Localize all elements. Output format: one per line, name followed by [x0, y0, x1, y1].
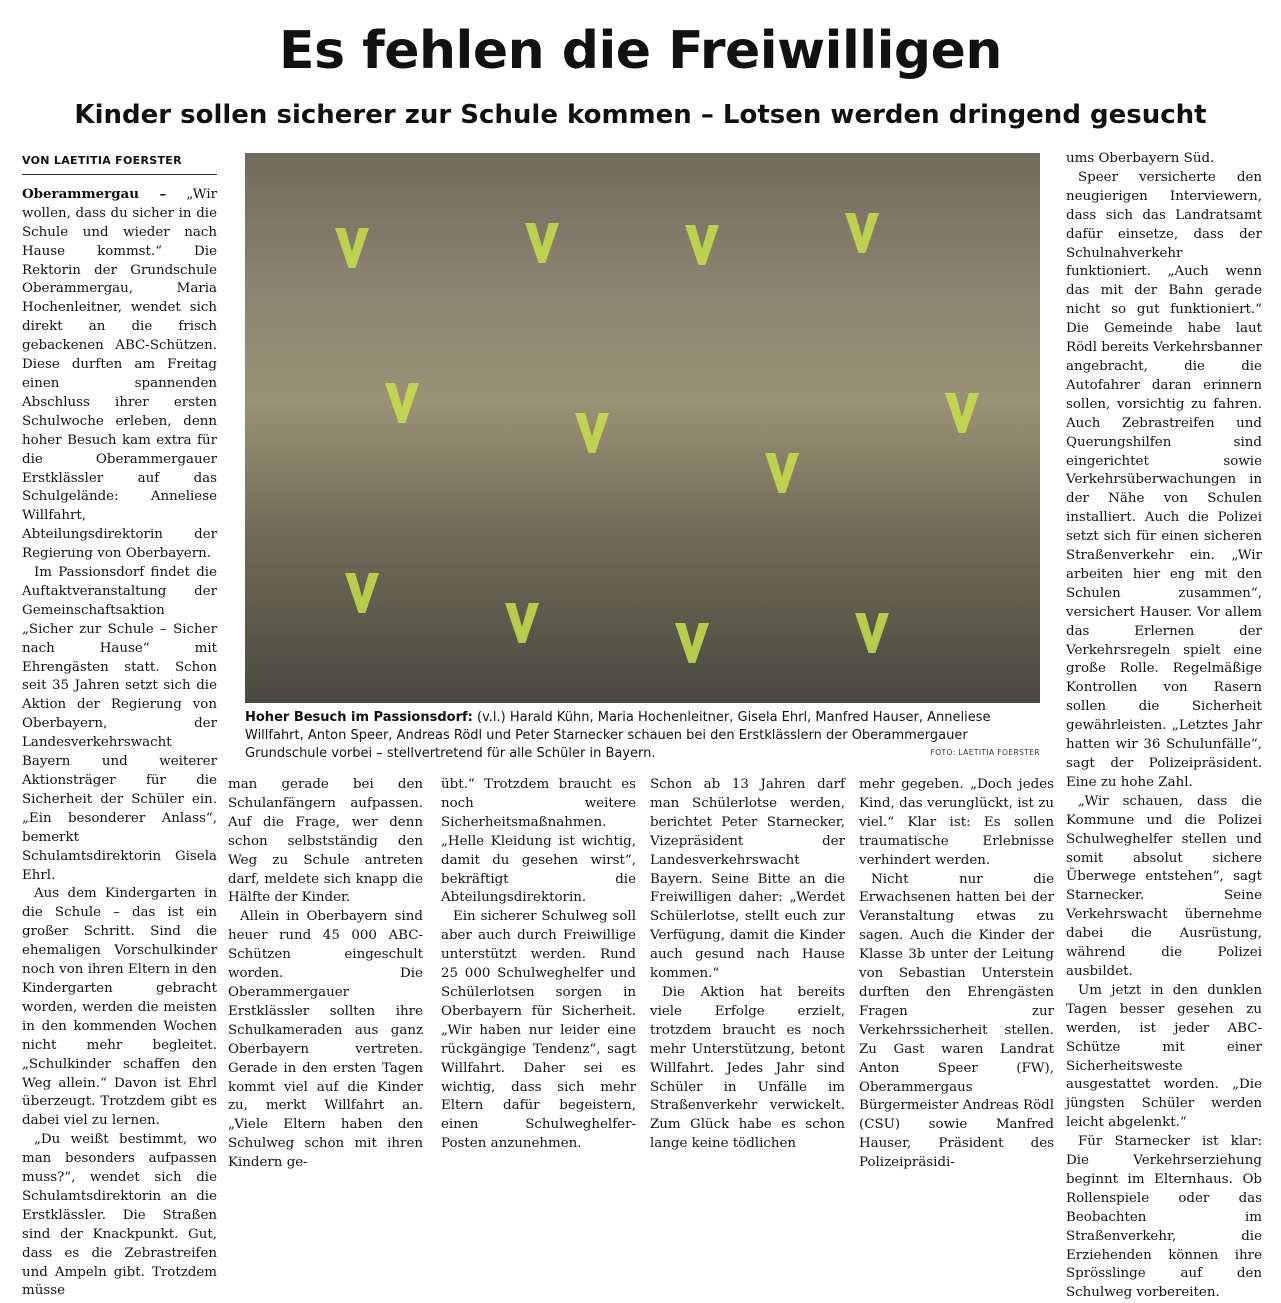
- article-column-6: [1066, 150, 1262, 1301]
- dateline: Oberammergau –: [22, 185, 167, 202]
- paragraph: Ein sicherer Schulweg soll aber auch durch Freiwillige unterstützt werden. Rund 25 000 Schulweghelfer und Schülerlotsen sorgen in Oberbayern für Sicherheit. „Wir haben nur leider eine rückgängige Tendenz“, sagt Willfahrt. Daher sei es wichtig, dass sich mehr Eltern dafür begeistern, einen Schulweghelfer-Posten anzunehmen.: [441, 909, 636, 1152]
- caption-lead: Hoher Besuch im Passionsdorf:: [245, 710, 473, 725]
- safety-vest-icon: [765, 453, 799, 493]
- photo-credit: FOTO: LAETITIA FOERSTER: [930, 748, 1040, 757]
- article-column-1: [22, 152, 217, 1299]
- subheadline: Kinder sollen sicherer zur Schule kommen – Lotsen werden dringend gesucht: [74, 100, 1207, 130]
- article-column-5: [859, 776, 1054, 1171]
- caption-text: (v.l.) Harald Kühn, Maria Hochenleitner, Gisela Ehrl, Manfred Hauser, Anneliese Willfahrt, Anton Speer, Andreas Rödl und Peter Starnecker schauen bei den Erstklässlern der Oberammergauer Grundschule vorbei – stellvertretend für alle Schüler in Bayern.: [245, 710, 991, 761]
- safety-vest-icon: [845, 213, 879, 253]
- safety-vest-icon: [575, 413, 609, 453]
- paragraph: ums Oberbayern Süd.: [1066, 151, 1215, 166]
- paragraph: Im Passionsdorf findet die Auftaktveranstaltung der Gemeinschaftsaktion „Sicher zur Schule – Sicher nach Hause“ mit Ehrengästen statt. Schon seit 35 Jahren setzt sich die Aktion der Regierung von Oberbayern, der Landesverkehrswacht Bayern und weiterer Aktionsträger für die Sicherheit der Schüler ein. „Ein besonderer Anlass“, bemerkt Schulamtsdirektorin Gisela Ehrl.: [22, 565, 217, 883]
- paragraph: Schon ab 13 Jahren darf man Schülerlotse werden, berichtet Peter Starnecker, Vizepräsident der Landesverkehrswacht Bayern. Seine Bitte an die Freiwilligen daher: „Werdet Schülerlotse, stellt euch zur Verfügung, damit die Kinder auch gesund nach Hause kommen.“: [650, 777, 845, 982]
- safety-vest-icon: [685, 225, 719, 265]
- byline: VON LAETITIA FOERSTER: [22, 152, 217, 175]
- group-photo: [245, 153, 1040, 703]
- paragraph-text: „Wir wollen, dass du sicher in die Schule und wieder nach Hause kommst.“ Die Rektorin der Grundschule Oberammergau, Maria Hochenleitner, wendet sich direkt an die frisch gebackenen ABC-Schützen. Diese durften am Freitag einen spannenden Abschluss ihrer ersten Schulwoche erleben, denn hoher Besuch kam extra für die Oberammergauer Erstklässler auf das Schulgelände: Anneliese Willfahrt, Abteilungsdirektorin der Regierung von Oberbayern.: [22, 186, 217, 562]
- paragraph: Die Aktion hat bereits viele Erfolge erzielt, trotzdem braucht es noch mehr Unterstützung, betont Willfahrt. Jedes Jahr sind Schüler in Unfälle im Straßenverkehr verwickelt. Zum Glück habe es schon lange keine tödlichen: [650, 984, 845, 1152]
- paragraph: [22, 185, 217, 564]
- safety-vest-icon: [525, 223, 559, 263]
- safety-vest-icon: [855, 613, 889, 653]
- safety-vest-icon: [335, 228, 369, 268]
- paragraph: „Du weißt bestimmt, wo man besonders aufpassen muss?“, wendet sich die Schulamtsdirektorin an die Erstklässler. Die Straßen sind der Knackpunkt. Gut, dass es die Zebrastreifen und Ampeln gibt. Trotzdem müsse: [22, 1132, 217, 1299]
- paragraph: mehr gegeben. „Doch jedes Kind, das verunglückt, ist zu viel.“ Klar ist: Es sollen traumatische Erlebnisse verhindert werden.: [859, 777, 1054, 868]
- paragraph: „Wir schauen, dass die Kommune und die Polizei Schulweghelfer stellen und somit absolut sichere Überwege entstehen“, sagt Starnecker. Seine Verkehrswacht übernehme dabei die Ausrüstung, während die Polizei ausbildet.: [1066, 793, 1262, 979]
- paragraph: übt.“ Trotzdem braucht es noch weitere Sicherheitsmaßnahmen. „Helle Kleidung ist wichtig, damit du gesehen wirst“, bekräftigt die Abteilungsdirektorin.: [441, 777, 636, 906]
- headline: Es fehlen die Freiwilligen: [279, 21, 1002, 81]
- safety-vest-icon: [675, 623, 709, 663]
- article-column-4: [650, 776, 845, 1152]
- safety-vest-icon: [505, 603, 539, 643]
- article-column-3: [441, 776, 636, 1152]
- paragraph: Nicht nur die Erwachsenen hatten bei der Veranstaltung etwas zu sagen. Auch die Kinder der Klasse 3b unter der Leitung von Sebastian Unterstein durften den Ehrengästen Fragen zur Verkehrssicherheit stellen. Zu Gast waren Landrat Anton Speer (FW), Oberammergaus Bürgermeister Andreas Rödl (CSU) sowie Manfred Hauser, Präsident des Polizeipräsidi-: [859, 871, 1054, 1171]
- paragraph: Allein in Oberbayern sind heuer rund 45 000 ABC-Schützen eingeschult worden. Die Oberammergauer Erstklässler sollten ihre Schulkameraden aus ganz Oberbayern vertreten. Gerade in den ersten Tagen kommt viel auf die Kinder zu, merkt Willfahrt an. „Viele Eltern haben den Schulweg schon mit ihren Kindern ge-: [228, 909, 423, 1171]
- paragraph: man gerade bei den Schulanfängern aufpassen. Auf die Frage, wer denn schon selbstständig den Weg zu Schule antreten darf, meldete sich knapp die Hälfte der Kinder.: [228, 777, 423, 906]
- paragraph: Für Starnecker ist klar: Die Verkehrserziehung beginnt im Elternhaus. Ob Rollenspiele oder das Beobachten im Straßenverkehr, die Erziehenden können ihre Sprösslinge auf den Schulweg vorbereiten.: [1066, 1134, 1262, 1301]
- paragraph: Um jetzt in den dunklen Tagen besser gesehen zu werden, ist jeder ABC-Schütze mit einer Sicherheitsweste ausgestattet worden. „Die jüngsten Schüler werden leicht abgelenkt.“: [1066, 982, 1262, 1131]
- article-column-2: [228, 776, 423, 1171]
- safety-vest-icon: [945, 393, 979, 433]
- safety-vest-icon: [385, 383, 419, 423]
- paragraph: Speer versicherte den neugierigen Interviewern, dass sich das Landratsamt dafür einsetze, dass der Schulnahverkehr funktioniert. „Auch wenn das mit der Bahn gerade nicht so gut funktioniert.“ Die Gemeinde habe laut Rödl bereits Verkehrsbanner angebracht, die die Autofahrer daran erinnern sollen, vorsichtig zu fahren. Auch Zebrastreifen und Querungshilfen sind eingerichtet sowie Verkehrsüberwachungen in der Nähe von Schulen installiert. Auch die Polizei setzt sich für einen sicheren Straßenverkehr ein. „Wir arbeiten hier eng mit den Schulen zusammen“, versichert Hauser. Vor allem das Erlernen der Verkehrsregeln spielt eine große Rolle. Regelmäßige Kontrollen von Rasern sollen die Sicherheit gewährleisten. „Letztes Jahr hatten wir 36 Schulunfälle“, sagt der Polizeipräsident. Eine zu hohe Zahl.: [1066, 169, 1262, 790]
- paragraph: Aus dem Kindergarten in die Schule – das ist ein großer Schritt. Sind die ehemaligen Vorschulkinder noch von ihren Eltern in den Kindergarten gebracht worden, werden die meisten in den kommenden Wochen nicht mehr begleitet. „Schulkinder schaffen den Weg allein.“ Davon ist Ehrl überzeugt. Trotzdem gibt es dabei viel zu lernen.: [22, 886, 217, 1129]
- safety-vest-icon: [345, 573, 379, 613]
